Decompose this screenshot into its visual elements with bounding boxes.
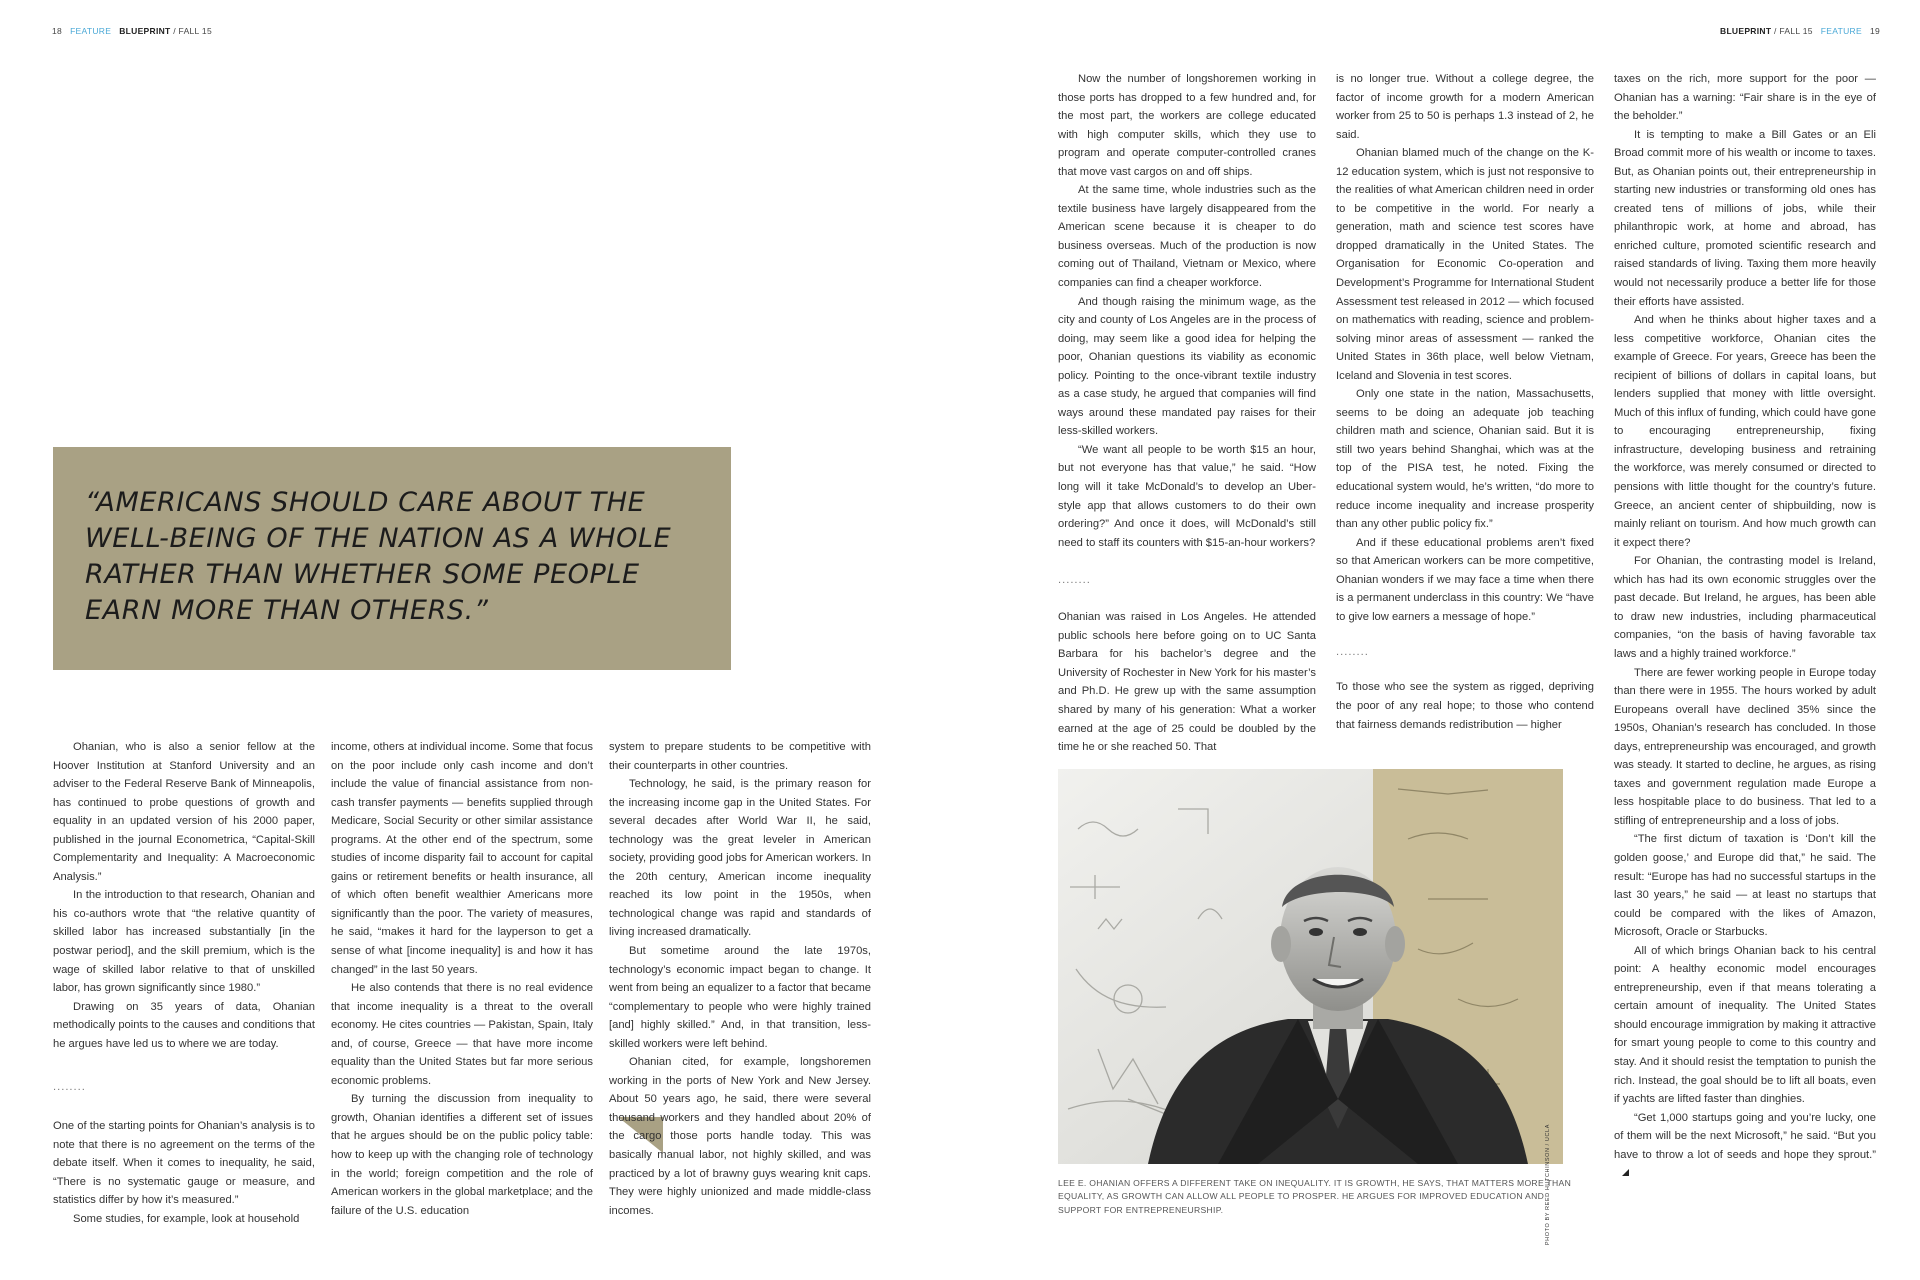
paragraph: Only one state in the nation, Massachusetts, seems to be doing an adequate job teaching children math and science, Ohanian said. But it is still two years behind Shanghai, which was at the top of the PISA test, he noted. Fixing the educational system would, he’s written, “do more to reduce income inequality and increase prosperity than any other public policy fix.”	[1336, 388, 1594, 531]
left-magazine-name: BLUEPRINT	[119, 26, 171, 36]
pull-quote-text: “AMERICANS SHOULD CARE ABOUT THE WELL-BEING OF THE NATION AS A WHOLE RATHER THAN WHETHER SOME PEOPLE EARN MORE THAN OTHERS.”	[85, 487, 672, 626]
right-page-number: 19	[1869, 26, 1880, 36]
left-section-label: FEATURE	[70, 26, 112, 36]
section-separator: ........	[1058, 574, 1091, 587]
paragraph: One of the starting points for Ohanian’s analysis is to note that there is no agreement on the terms of the debate itself. When it comes to inequality, he said, “There is no systematic gauge or measure, and statistics differ by how it’s measured.”	[53, 1120, 315, 1207]
article-column-3	[609, 738, 871, 1220]
paragraph: There are fewer working people in Europe today than there were in 1955. The hours worked by adult Europeans overall have declined 35% since the 1950s, Ohanian’s research has concluded. In those days, entrepreneurship was encouraged, and growth was steady. It started to decline, he argues, as rising taxes and government regulation made Europe a less hospitable place to do business. That led to a stifling of entrepreneurship and a loss of jobs.	[1614, 666, 1876, 827]
paragraph: Drawing on 35 years of data, Ohanian methodically points to the causes and conditions that he argues have led us to where we are today.	[53, 1000, 315, 1050]
paragraph: To those who see the system as rigged, depriving the poor of any real hope; to those who contend that fairness demands redistribution — higher	[1336, 681, 1594, 731]
end-mark-icon	[1622, 1169, 1629, 1176]
paragraph: He also contends that there is no real evidence that income inequality is a threat to the overall economy. He cites countries — Pakistan, Spain, Italy and, of course, Greece — that have more income equality than the United States but far more serious economic problems.	[331, 982, 593, 1087]
right-section-label: FEATURE	[1820, 26, 1862, 36]
right-magazine-name: BLUEPRINT	[1720, 26, 1772, 36]
paragraph: Ohanian cited, for example, longshoremen working in the ports of New York and New Jersey. About 50 years ago, he said, there were several thousand workers and they handled about 20% of the cargo those ports handle today. This was basically manual labor, not highly skilled, and was practiced by a lot of brawny guys wearing knit caps. They were highly unionized and made middle-class incomes.	[609, 1056, 871, 1217]
paragraph: Now the number of longshoremen working in those ports has dropped to a few hundred and, for the most part, the workers are college educated with high computer skills, which they use to program and operate computer-controlled cranes that move vast cargos on and off ships.	[1058, 73, 1316, 178]
paragraph: system to prepare students to be competitive with their counterparts in other countries.	[609, 741, 871, 772]
paragraph: Ohanian blamed much of the change on the K-12 education system, which is just not responsive to the realities of what American children need in order to be competitive in the world. For nearly a generation, math and science test scores have dropped dramatically in the United States. The Organisation for Economic Co-operation and Development’s Programme for International Student Assessment test released in 2012 — which focused on mathematics with reading, science and problem-solving minor areas of assessment — ranked the United States in 36th place, well below Vietnam, Iceland and Slovenia in test scores.	[1336, 147, 1594, 382]
paragraph: is no longer true. Without a college degree, the factor of income growth for a modern American worker from 25 to 50 is perhaps 1.3 instead of 2, he said.	[1336, 73, 1594, 141]
paragraph: Ohanian was raised in Los Angeles. He attended public schools here before going on to UC Santa Barbara for his bachelor’s degree and the University of Rochester in New York for his master’s and Ph.D. He grew up with the same assumption shared by many of his generation: What a worker earned at the age of 25 could be doubled by the time he or she reached 50. That	[1058, 611, 1316, 754]
paragraph: At the same time, whole industries such as the textile business have largely disappeared from the American scene because it is cheaper to do business overseas. Much of the production is now coming out of Thailand, Vietnam or Mexico, where companies can find a cheaper workforce.	[1058, 184, 1316, 290]
paragraph: In the introduction to that research, Ohanian and his co-authors wrote that “the relative quantity of skilled labor has increased substantially [in the postwar period], and the skill premium, which is the wage of skilled labor relative to that of unskilled labor, has grown significantly since 1980.”	[53, 889, 315, 995]
paragraph: For Ohanian, the contrasting model is Ireland, which has had its own economic struggles over the past decade. But Ireland, he argues, has been able to draw new industries, including pharmaceutical companies, “on the basis of having favorable tax laws and a highly trained workforce.”	[1614, 555, 1876, 660]
article-column-2	[331, 738, 593, 1220]
paragraph: income, others at individual income. Some that focus on the poor include only cash income and don’t include the value of financial assistance from non-cash transfer payments — benefits supplied through Medicare, Social Security or other similar assistance programs. At the other end of the spectrum, some studies of income disparity fail to account for capital gains or retirement benefits or health insurance, all of which often benefit wealthier Americans more significantly than the poor. The variety of measures, he said, “makes it hard for the layperson to get a sense of what [income inequality] is and how it has changed” in the last 50 years.	[331, 741, 593, 976]
paragraph: And though raising the minimum wage, as the city and county of Los Angeles are in the process of doing, may seem like a good idea for helping the poor, Ohanian questions its viability as economic policy. Pointing to the once-vibrant textile industry as a case study, he argued that companies will find ways around these mandated pay raises for their less-skilled workers.	[1058, 295, 1316, 438]
right-issue: / FALL 15	[1774, 26, 1813, 36]
paragraph: All of which brings Ohanian back to his central point: A healthy economic model encourages entrepreneurship, even if that means tolerating a certain amount of inequality. The United States should encourage immigration by making it attractive for smart young people to come to this country and stay. And it should resist the temptation to punish the rich. Instead, the goal should be to lift all boats, even if yachts are lifted faster than dinghies.	[1614, 944, 1876, 1106]
paragraph: Technology, he said, is the primary reason for the increasing income gap in the United States. For several decades after World War II, he said, technology was the great leveler in American society, providing good jobs for American workers. In the 20th century, American income inequality reached its low point in the 1950s, when technological change was rapid and standards of living increased dramatically.	[609, 778, 871, 939]
portrait-illustration	[1058, 769, 1563, 1164]
paragraph: “We want all people to be worth $15 an hour, but not everyone has that value,” he said. “How long will it take McDonald’s to develop an Uber-style app that allows customers to do their own ordering?” And once it does, will McDonald’s still need to staff its counters with $15-an-hour workers?	[1058, 443, 1316, 549]
pull-quote-box	[53, 447, 731, 670]
paragraph: And if these educational problems aren’t fixed so that American workers can be more competitive, Ohanian wonders if we may face a time when there is a permanent underclass in this country: We “have to give low earners a message of hope.”	[1336, 536, 1594, 623]
left-folio	[52, 26, 212, 36]
section-separator: ........	[53, 1081, 86, 1094]
paragraph	[1614, 1109, 1876, 1183]
paragraph: By turning the discussion from inequality to growth, Ohanian identifies a different set of issues that he argues should be on the public policy table: how to keep up with the changing role of technology in the world; foreign competition and the role of American workers in the global marketplace; and the failure of the U.S. education	[331, 1093, 593, 1217]
article-column-5	[1336, 70, 1594, 734]
photo-credit: PHOTO BY REED HUTCHINSON / UCLA	[1545, 1124, 1551, 1246]
paragraph: But sometime around the late 1970s, technology’s economic impact began to change. It went from being an equalizer to a factor that became “complementary to people who were highly trained [and] highly skilled.” And, in that transition, less-skilled workers were left behind.	[609, 945, 871, 1050]
paragraph: taxes on the rich, more support for the poor — Ohanian has a warning: “Fair share is in the eye of the beholder.”	[1614, 73, 1876, 123]
right-folio	[1720, 26, 1880, 36]
paragraph: And when he thinks about higher taxes and a less competitive workforce, Ohanian cites the example of Greece. For years, Greece has been the recipient of billions of dollars in capital loans, but lenders supplied that money with little oversight. Much of this influx of funding, which could have gone to encouraging entrepreneurship, fixing infrastructure, developing business and retraining the workforce, was merely consumed or directed to pensions with little thought for the country’s future. Greece, an ancient center of shipbuilding, now is mainly reliant on tourism. And how much growth can it expect there?	[1614, 314, 1876, 549]
paragraph: Ohanian, who is also a senior fellow at the Hoover Institution at Stanford University and an adviser to the Federal Reserve Bank of Minneapolis, has continued to probe questions of growth and equality in an updated version of his 2000 paper, published in the journal Econometrica, “Capital-Skill Complementarity and Inequality: A Macroeconomic Analysis.”	[53, 741, 315, 883]
closing-quote-text: “Get 1,000 startups going and you’re lucky, one of them will be the next Microsoft,” he said. “But you have to throw a lot of seeds and hope they sprout.”	[1614, 1111, 1876, 1161]
article-column-4	[1058, 70, 1316, 757]
left-issue: / FALL 15	[173, 26, 212, 36]
article-column-6	[1614, 70, 1876, 1183]
photo-caption: LEE E. OHANIAN OFFERS A DIFFERENT TAKE ON INEQUALITY. IT IS GROWTH, HE SAYS, THAT MATTERS MORE THAN EQUALITY, AS GROWTH CAN ALLOW ALL PEOPLE TO PROSPER. HE ARGUES FOR IMPROVED EDUCATION AND SUPPORT FOR ENTREPRENEURSHIP.	[1058, 1178, 1572, 1215]
section-separator: ........	[1336, 646, 1369, 659]
paragraph: Some studies, for example, look at household	[73, 1213, 300, 1226]
article-column-1	[53, 738, 315, 1229]
left-page-number: 18	[52, 26, 63, 36]
paragraph: “The first dictum of taxation is ‘Don’t kill the golden goose,’ and Europe did that,” he said. The result: “Europe has had no successful startups in the last 30 years,” he said — at least no startups that could be compared with the likes of Amazon, Microsoft, Oracle or Starbucks.	[1614, 833, 1876, 939]
paragraph: It is tempting to make a Bill Gates or an Eli Broad commit more of his wealth or income to taxes. But, as Ohanian points out, their entrepreneurship in starting new industries or transforming old ones has created tens of millions of jobs, while their philanthropic work, at home and abroad, has enriched culture, promoted scientific research and raised standards of living. Taxing them more heavily would not necessarily produce a better life for those their efforts have assisted.	[1614, 128, 1876, 308]
